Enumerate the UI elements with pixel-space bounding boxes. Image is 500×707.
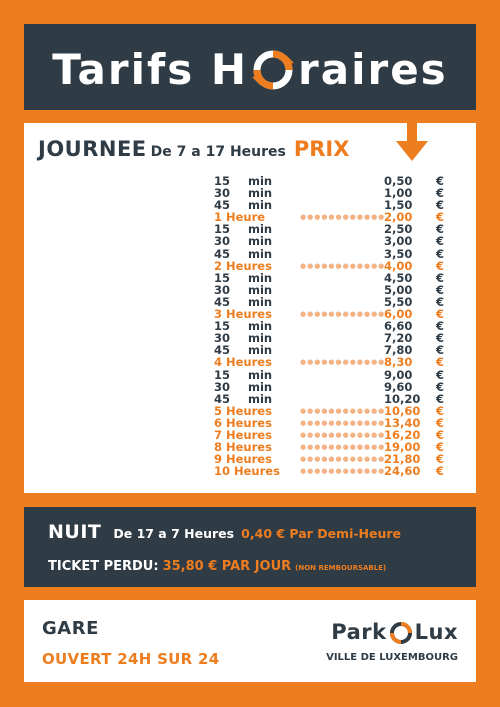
rate-currency: € (435, 464, 444, 479)
rate-unit: min (248, 222, 273, 237)
rate-price: 3,50 (384, 246, 413, 261)
rate-duration-label: 1 Heure (214, 210, 266, 225)
rate-price: 2,00 (384, 210, 413, 225)
rate-unit: min (248, 246, 273, 261)
rate-currency: € (435, 355, 444, 370)
rate-unit: min (248, 186, 273, 201)
rate-minutes: 45 (214, 343, 231, 358)
rate-currency: € (435, 367, 444, 382)
rate-unit: min (248, 343, 273, 358)
day-heading (38, 137, 349, 161)
dotted-leader: ●●●●●●●●●●●● (300, 467, 386, 476)
rate-unit: min (248, 294, 273, 309)
rate-price: 9,60 (384, 379, 413, 394)
rate-price: 10,20 (384, 391, 421, 406)
rate-unit: min (248, 331, 273, 346)
rate-row (214, 381, 446, 393)
price-heading: PRIX (293, 137, 350, 161)
night-price: 0,40 € Par Demi-Heure (241, 526, 402, 541)
night-hours: De 17 a 7 Heures (113, 526, 235, 541)
rate-currency: € (435, 440, 444, 455)
dotted-leader: ●●●●●●●●●●●● (300, 455, 386, 464)
rate-currency: € (435, 379, 444, 394)
rate-row (214, 235, 446, 247)
rate-price: 24,60 (384, 464, 421, 479)
rate-minutes: 45 (214, 391, 231, 406)
rate-minutes: 15 (214, 367, 231, 382)
rate-duration-label: 2 Heures (214, 258, 272, 273)
dotted-leader: ●●●●●●●●●●●● (300, 443, 386, 452)
rate-row (214, 465, 446, 477)
rate-list (214, 175, 446, 477)
brand-subtitle: VILLE DE LUXEMBOURG (326, 652, 458, 663)
header-banner (24, 24, 476, 110)
rate-currency: € (435, 258, 444, 273)
rate-price: 7,80 (384, 343, 413, 358)
rate-currency: € (435, 452, 444, 467)
rate-unit: min (248, 319, 273, 334)
day-rates-panel (24, 123, 476, 493)
rate-row (214, 248, 446, 260)
rate-price: 7,20 (384, 331, 413, 346)
rate-currency: € (435, 198, 444, 213)
rate-currency: € (435, 294, 444, 309)
station-panel (24, 600, 476, 682)
rate-price: 8,30 (384, 355, 413, 370)
night-title: NUIT (48, 521, 102, 543)
rate-currency: € (435, 234, 444, 249)
rate-price: 21,80 (384, 452, 421, 467)
rate-currency: € (435, 222, 444, 237)
rate-unit: min (248, 270, 273, 285)
brand-name-part-2: Lux (414, 620, 458, 644)
rate-row (214, 369, 446, 381)
rate-price: 19,00 (384, 440, 421, 455)
rate-minutes: 30 (214, 186, 231, 201)
dotted-leader: ●●●●●●●●●●●● (300, 358, 386, 367)
rate-row (214, 260, 446, 272)
rate-price: 10,60 (384, 403, 421, 418)
lost-ticket-label: TICKET PERDU: (48, 559, 159, 574)
rate-currency: € (435, 282, 444, 297)
rate-price: 1,50 (384, 198, 413, 213)
dotted-leader: ●●●●●●●●●●●● (300, 213, 386, 222)
rate-minutes: 15 (214, 174, 231, 188)
dotted-leader: ●●●●●●●●●●●● (300, 406, 386, 415)
rate-duration-label: 3 Heures (214, 307, 272, 322)
day-hours: De 7 a 17 Heures (150, 144, 286, 160)
rate-currency: € (435, 391, 444, 406)
rate-duration-label: 6 Heures (214, 415, 272, 430)
rate-minutes: 15 (214, 270, 231, 285)
rate-duration-label: 7 Heures (214, 427, 272, 442)
dotted-leader: ●●●●●●●●●●●● (300, 310, 386, 319)
rate-minutes: 30 (214, 379, 231, 394)
rate-price: 13,40 (384, 415, 421, 430)
rate-minutes: 15 (214, 222, 231, 237)
parklux-logo (258, 618, 458, 663)
rate-currency: € (435, 174, 444, 188)
title-part-1: Tarifs H (52, 44, 249, 94)
dotted-leader: ●●●●●●●●●●●● (300, 418, 386, 427)
brand-ring-icon (388, 620, 414, 646)
rate-duration-label: 9 Heures (214, 452, 272, 467)
rate-price: 3,00 (384, 234, 413, 249)
rate-unit: min (248, 367, 273, 382)
rate-unit: min (248, 282, 273, 297)
rate-currency: € (435, 427, 444, 442)
rate-price: 6,00 (384, 307, 413, 322)
rate-currency: € (435, 403, 444, 418)
lost-ticket-note: (NON REMBOURSABLE) (295, 564, 387, 572)
rate-unit: min (248, 174, 273, 188)
rate-minutes: 45 (214, 198, 231, 213)
lost-ticket-price: 35,80 € PAR JOUR (162, 559, 292, 574)
clock-ring-arrow-icon (250, 47, 296, 93)
rate-duration-label: 10 Heures (214, 464, 280, 479)
rate-row (214, 356, 446, 368)
rate-price: 16,20 (384, 427, 421, 442)
rate-price: 1,00 (384, 186, 413, 201)
rate-price: 2,50 (384, 222, 413, 237)
lost-ticket-line (48, 555, 386, 574)
rate-price: 9,00 (384, 367, 413, 382)
rate-currency: € (435, 210, 444, 225)
rate-minutes: 45 (214, 246, 231, 261)
rate-price: 0,50 (384, 174, 413, 188)
down-arrow-icon (394, 123, 430, 163)
rate-duration-label: 5 Heures (214, 403, 272, 418)
rate-currency: € (435, 319, 444, 334)
dotted-leader: ●●●●●●●●●●●● (300, 430, 386, 439)
rate-unit: min (248, 391, 273, 406)
rate-price: 4,00 (384, 258, 413, 273)
rate-currency: € (435, 246, 444, 261)
rate-currency: € (435, 415, 444, 430)
rate-minutes: 45 (214, 294, 231, 309)
rate-currency: € (435, 331, 444, 346)
night-rates-panel (24, 507, 476, 587)
rate-minutes: 15 (214, 319, 231, 334)
brand-name (258, 618, 458, 646)
dotted-leader: ●●●●●●●●●●●● (300, 261, 386, 270)
rate-unit: min (248, 379, 273, 394)
rate-currency: € (435, 307, 444, 322)
rate-price: 5,50 (384, 294, 413, 309)
rate-duration-label: 4 Heures (214, 355, 272, 370)
day-title: JOURNEE (38, 137, 147, 161)
rate-unit: min (248, 198, 273, 213)
title-part-2: raires (298, 44, 448, 94)
rate-unit: min (248, 234, 273, 249)
poster-title (24, 42, 476, 95)
rate-minutes: 30 (214, 331, 231, 346)
rate-price: 4,50 (384, 270, 413, 285)
station-name: GARE (42, 618, 99, 639)
opening-hours: OUVERT 24H SUR 24 (42, 650, 220, 668)
rate-price: 5,00 (384, 282, 413, 297)
night-line (48, 521, 401, 543)
rate-currency: € (435, 186, 444, 201)
rate-currency: € (435, 270, 444, 285)
rate-currency: € (435, 343, 444, 358)
rate-minutes: 30 (214, 234, 231, 249)
rate-minutes: 30 (214, 282, 231, 297)
rate-duration-label: 8 Heures (214, 440, 272, 455)
rate-price: 6,60 (384, 319, 413, 334)
rate-row (214, 393, 446, 405)
brand-name-part-1: Park (331, 620, 387, 644)
